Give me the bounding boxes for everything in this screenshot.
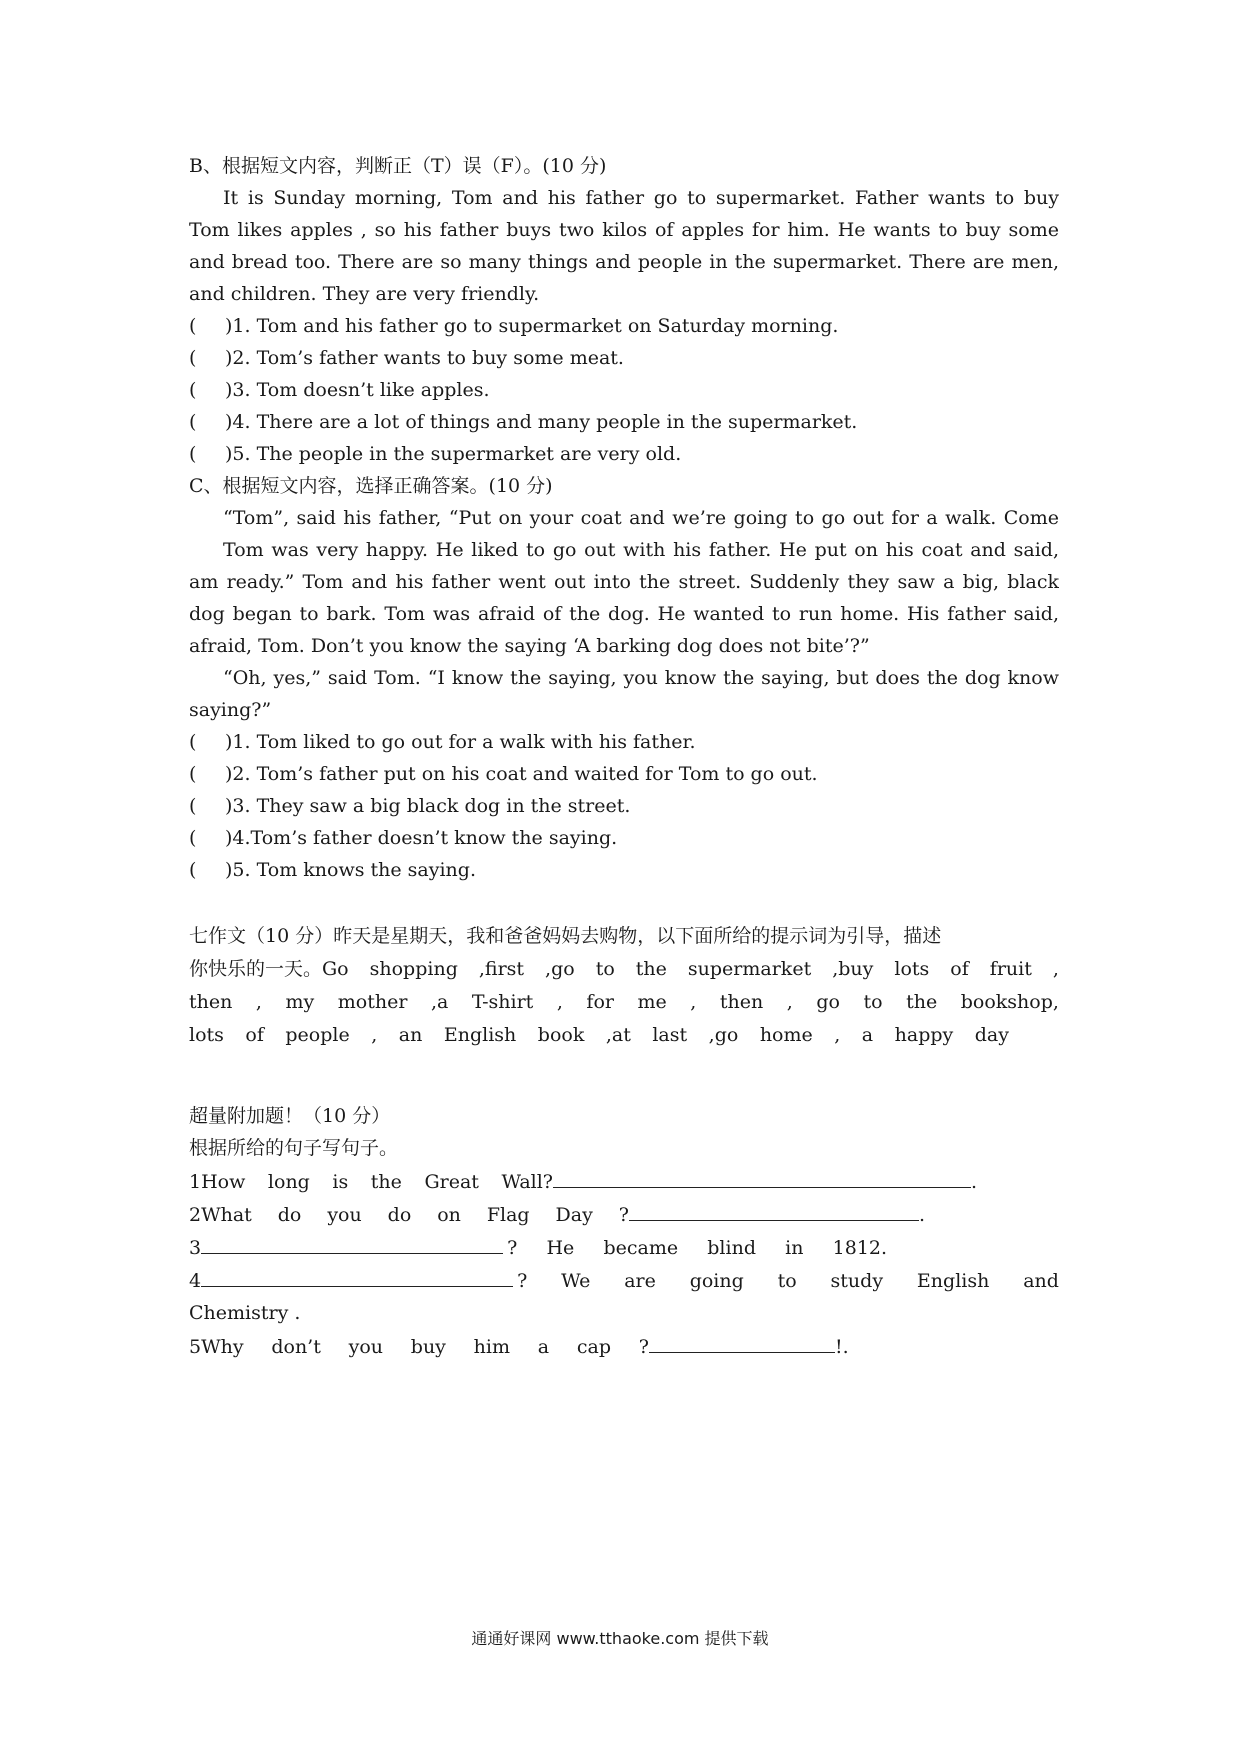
bonus-question-3: 3 ? He became blind in 1812. — [189, 1231, 1059, 1264]
section-c-question: ( )5. Tom knows the saying. — [189, 859, 476, 881]
bonus-question-4-continued: Chemistry . — [189, 1302, 301, 1324]
answer-blank[interactable] — [553, 1165, 971, 1188]
section-c-passage-line: afraid, Tom. Don’t you know the saying ‘A barking dog does not bite’?” — [189, 635, 870, 657]
composition-keywords-line: then , my mother ,a T-shirt , for me , then , go to the bookshop, — [189, 991, 1059, 1013]
bonus-question-1: 1How long is the Great Wall? . — [189, 1165, 1059, 1198]
page-footer: 通通好课网 www.tthaoke.com 提供下载 — [471, 1629, 769, 1648]
answer-blank[interactable] — [629, 1198, 919, 1221]
answer-blank[interactable] — [649, 1330, 835, 1353]
section-b-heading: B、根据短文内容，判断正（T）误（F）。(10 分) — [189, 155, 607, 177]
answer-blank[interactable] — [201, 1231, 503, 1254]
section-c-question: ( )3. They saw a big black dog in the street. — [189, 795, 631, 817]
composition-prompt-line: 七作文（10 分）昨天是星期天，我和爸爸妈妈去购物，以下面所给的提示词为引导，描述 — [189, 925, 942, 947]
section-c-heading: C、根据短文内容，选择正确答案。(10 分) — [189, 475, 553, 497]
section-c-passage-line: dog began to bark. Tom was afraid of the dog. He wanted to run home. His father said, — [189, 603, 1059, 625]
section-c-passage-line: “Tom”, said his father, “Put on your coat and we’re going to go out for a walk. Come — [223, 507, 1059, 529]
section-c-question: ( )2. Tom’s father put on his coat and waited for Tom to go out. — [189, 763, 818, 785]
bonus-question-2: 2What do you do on Flag Day ? . — [189, 1198, 1059, 1231]
section-c-passage-line: am ready.” Tom and his father went out into the street. Suddenly they saw a big, black — [189, 571, 1059, 593]
section-b-question: ( )5. The people in the supermarket are very old. — [189, 443, 682, 465]
section-c-passage-line: Tom was very happy. He liked to go out with his father. He put on his coat and said, — [223, 539, 1059, 561]
section-c-question: ( )4.Tom’s father doesn’t know the saying. — [189, 827, 618, 849]
section-c-question: ( )1. Tom liked to go out for a walk with his father. — [189, 731, 696, 753]
section-b-question: ( )4. There are a lot of things and many people in the supermarket. — [189, 411, 858, 433]
answer-blank[interactable] — [201, 1264, 513, 1287]
section-b-passage-line: It is Sunday morning, Tom and his father go to supermarket. Father wants to buy — [223, 187, 1059, 209]
section-b-question: ( )3. Tom doesn’t like apples. — [189, 379, 490, 401]
section-b-passage-line: and bread too. There are so many things and people in the supermarket. There are men, — [189, 251, 1059, 273]
composition-keywords-line: lots of people , an English book ,at last ,go home , a happy day — [189, 1024, 1009, 1046]
section-b-passage-line: and children. They are very friendly. — [189, 283, 540, 305]
composition-keywords-line: 你快乐的一天。Go shopping ,first ,go to the supermarket ,buy lots of fruit , — [189, 958, 1059, 980]
section-c-passage-line: saying?” — [189, 699, 272, 721]
section-b-question: ( )1. Tom and his father go to supermarket on Saturday morning. — [189, 315, 839, 337]
bonus-heading: 超量附加题！（10 分） — [189, 1105, 391, 1127]
bonus-question-4: 4 ? We are going to study English and — [189, 1264, 1059, 1297]
bonus-question-5: 5Why don’t you buy him a cap ? !. — [189, 1330, 1059, 1363]
bonus-instruction: 根据所给的句子写句子。 — [189, 1137, 399, 1159]
section-b-question: ( )2. Tom’s father wants to buy some meat. — [189, 347, 624, 369]
section-c-passage-line: “Oh, yes,” said Tom. “I know the saying, you know the saying, but does the dog know — [223, 667, 1059, 689]
section-b-passage-line: Tom likes apples , so his father buys two kilos of apples for him. He wants to buy some — [189, 219, 1059, 241]
